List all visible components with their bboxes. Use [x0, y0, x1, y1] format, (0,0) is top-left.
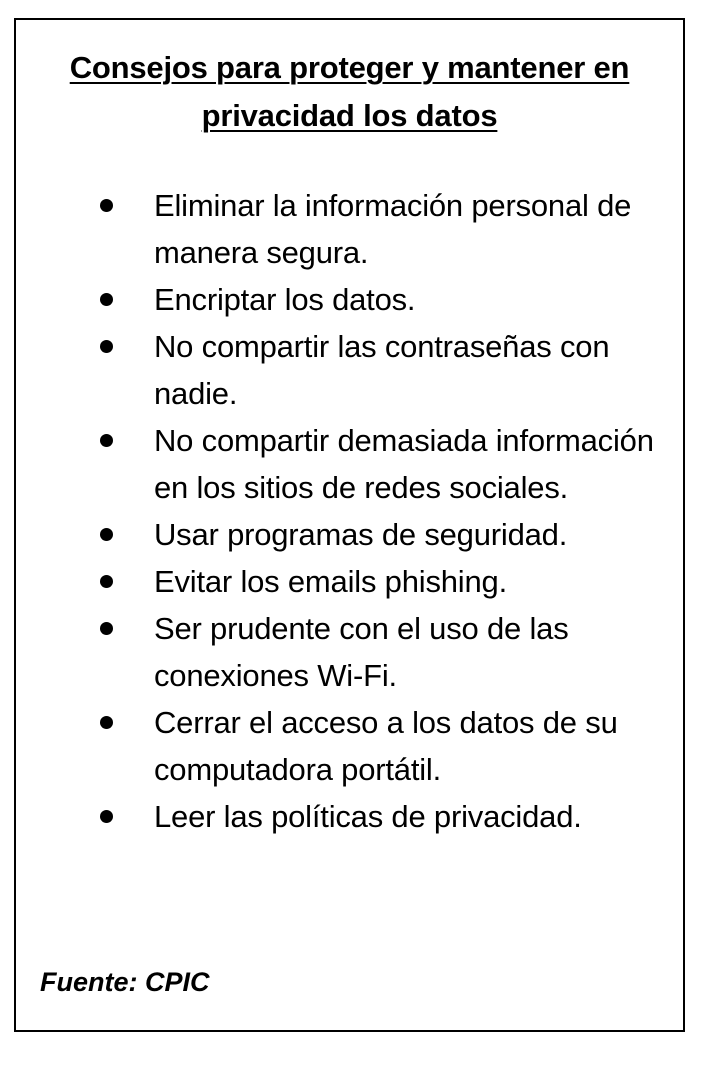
- list-item: [16, 276, 683, 323]
- bullet-icon: [100, 810, 113, 823]
- tip-text: Encriptar los datos.: [154, 282, 416, 317]
- bullet-icon: [100, 528, 113, 541]
- bullet-icon: [100, 293, 113, 306]
- page-title: Consejos para proteger y mantener en privacidad los datos: [69, 50, 630, 133]
- tip-text: Ser prudente con el uso de las conexiones Wi-Fi.: [154, 611, 569, 693]
- tips-box: [14, 18, 685, 1032]
- tip-text: Evitar los emails phishing.: [154, 564, 507, 599]
- bullet-icon: [100, 340, 113, 353]
- bullet-icon: [100, 434, 113, 447]
- source-citation: Fuente: CPIC: [40, 967, 210, 997]
- list-item: [16, 323, 683, 417]
- list-item: [16, 558, 683, 605]
- list-item: [16, 417, 683, 511]
- bullet-icon: [100, 716, 113, 729]
- list-item: [16, 605, 683, 699]
- list-item: [16, 511, 683, 558]
- list-item: [16, 182, 683, 276]
- tip-text: Eliminar la información personal de manera segura.: [154, 188, 632, 270]
- bullet-icon: [100, 199, 113, 212]
- tips-list: [16, 182, 683, 840]
- bullet-icon: [100, 622, 113, 635]
- tip-text: No compartir las contraseñas con nadie.: [154, 329, 610, 411]
- tip-text: No compartir demasiada información en los sitios de redes sociales.: [154, 423, 654, 505]
- tip-text: Leer las políticas de privacidad.: [154, 799, 582, 834]
- list-item: [16, 793, 683, 840]
- list-item: [16, 699, 683, 793]
- bullet-icon: [100, 575, 113, 588]
- tip-text: Cerrar el acceso a los datos de su computadora portátil.: [154, 705, 618, 787]
- tip-text: Usar programas de seguridad.: [154, 517, 568, 552]
